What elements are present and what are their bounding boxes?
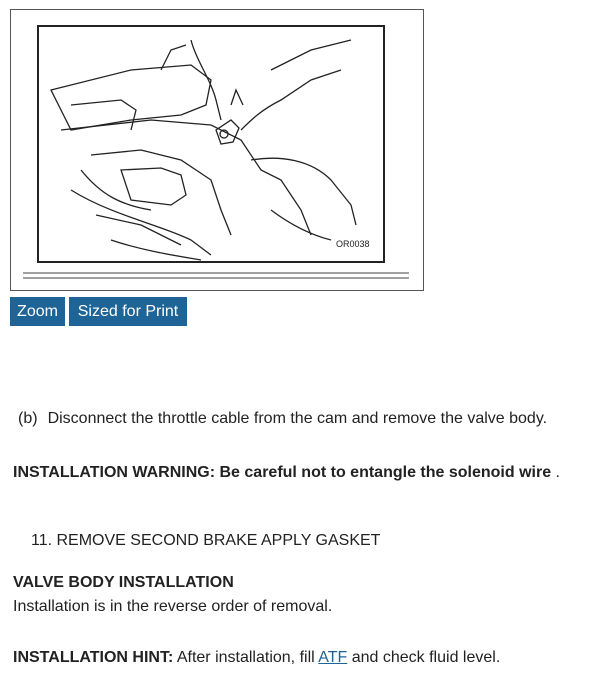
- hint-text-after: and check fluid level.: [347, 649, 501, 666]
- warning-tail: .: [551, 464, 560, 481]
- installation-warning: [13, 464, 560, 482]
- step-b: [18, 410, 547, 428]
- hint-text-before: After installation, fill: [173, 649, 319, 666]
- step-b-text: Disconnect the throttle cable from the cam and remove the valve body.: [47, 410, 548, 427]
- figure-code-label: OR0038: [336, 239, 370, 249]
- atf-link[interactable]: ATF: [318, 649, 348, 666]
- step-b-label: (b): [18, 410, 38, 427]
- valve-body-installation-text: Installation is in the reverse order of removal.: [13, 598, 333, 615]
- hint-label: INSTALLATION HINT:: [13, 649, 174, 666]
- valve-body-installation-heading: VALVE BODY INSTALLATION: [13, 574, 234, 591]
- valve-body-illustration: [11, 10, 423, 290]
- warning-text: INSTALLATION WARNING: Be careful not to entangle the solenoid wire: [13, 464, 552, 481]
- zoom-button[interactable]: Zoom: [10, 297, 65, 326]
- sized-for-print-button[interactable]: Sized for Print: [69, 297, 187, 326]
- installation-hint: [13, 649, 500, 667]
- illustration-figure: [10, 9, 424, 291]
- step-11-heading: 11. REMOVE SECOND BRAKE APPLY GASKET: [31, 532, 381, 549]
